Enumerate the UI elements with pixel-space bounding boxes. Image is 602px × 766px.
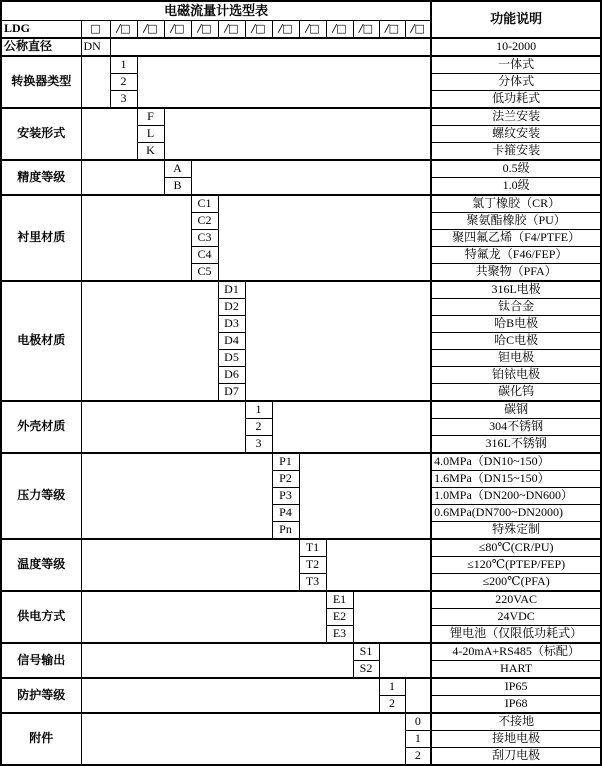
option-description: 4.0MPa（DN10~150） (431, 453, 601, 471)
spacer-cell (81, 56, 110, 108)
spacer-cell (218, 195, 431, 281)
model-slot: /□ (218, 20, 245, 38)
option-code: D7 (218, 384, 245, 402)
option-code: T3 (299, 574, 326, 592)
option-description: 4-20mA+RS485（标配） (431, 643, 601, 661)
option-code: 0 (405, 713, 431, 731)
option-code: L (137, 126, 164, 143)
option-description: 一体式 (431, 56, 601, 74)
option-description: 分体式 (431, 74, 601, 91)
option-code: D4 (218, 333, 245, 350)
option-code: 2 (379, 696, 405, 714)
option-code: DN (81, 38, 110, 56)
option-description: 220VAC (431, 591, 601, 609)
spacer-cell (81, 195, 191, 281)
model-slot-box: □ (81, 20, 110, 38)
section-label-pressure: 压力等级 (1, 453, 81, 539)
section-label-diameter: 公称直径 (1, 38, 81, 56)
spacer-cell (81, 678, 379, 713)
option-code: 3 (110, 91, 137, 109)
option-code: T1 (299, 539, 326, 557)
spacer-cell (110, 38, 431, 56)
spacer-cell (191, 160, 431, 195)
section-label-electrode: 电极材质 (1, 281, 81, 401)
option-description: 接地电极 (431, 731, 601, 748)
model-slot: /□ (164, 20, 191, 38)
option-description: 锂电池（仅限低功耗式） (431, 626, 601, 644)
section-label-lining: 衬里材质 (1, 195, 81, 281)
option-description: 聚四氟乙烯（F4/PTFE） (431, 230, 601, 247)
spacer-cell (81, 643, 353, 678)
table-title: 电磁流量计选型表 (1, 1, 431, 20)
section-label-installation: 安装形式 (1, 108, 81, 160)
spacer-cell (81, 160, 164, 195)
option-code: E1 (326, 591, 353, 609)
option-description: 法兰安装 (431, 108, 601, 126)
option-code: 3 (245, 436, 272, 454)
option-description: 0.5级 (431, 160, 601, 178)
option-description: 1.6MPa（DN15~150） (431, 471, 601, 488)
section-label-power: 供电方式 (1, 591, 81, 643)
spacer-cell (353, 591, 431, 643)
option-code: F (137, 108, 164, 126)
option-description: IP68 (431, 696, 601, 714)
section-label-temperature: 温度等级 (1, 539, 81, 591)
option-description: 0.6MPa(DN700~DN2000) (431, 505, 601, 522)
option-code: 2 (405, 748, 431, 766)
spacer-cell (299, 453, 431, 539)
option-description: 特氟龙（F46/FEP） (431, 247, 601, 264)
option-code: 1 (405, 731, 431, 748)
option-description: 钛合金 (431, 299, 601, 316)
section-label-signal: 信号输出 (1, 643, 81, 678)
spacer-cell (272, 401, 431, 453)
option-description: 1.0MPa（DN200~DN600） (431, 488, 601, 505)
spacer-cell (81, 108, 137, 160)
spacer-cell (137, 56, 431, 108)
option-code: P2 (272, 471, 299, 488)
spacer-cell (81, 281, 218, 401)
option-description: 卡箍安装 (431, 143, 601, 161)
spacer-cell (245, 281, 431, 401)
spacer-cell (81, 713, 405, 765)
model-slot: /□ (191, 20, 218, 38)
spacer-cell (326, 539, 431, 591)
option-code: K (137, 143, 164, 161)
section-label-housing: 外壳材质 (1, 401, 81, 453)
spacer-cell (81, 539, 299, 591)
model-slot: /□ (110, 20, 137, 38)
option-code: D1 (218, 281, 245, 299)
model-prefix: LDG (1, 20, 81, 38)
option-code: E3 (326, 626, 353, 644)
option-code: D6 (218, 367, 245, 384)
option-code: D3 (218, 316, 245, 333)
option-description: 1.0级 (431, 178, 601, 196)
option-description: 共聚物（PFA） (431, 264, 601, 282)
spacer-cell (164, 108, 431, 160)
option-code: B (164, 178, 191, 196)
option-description: ≤120℃(PTEP/FEP) (431, 557, 601, 574)
option-code: C4 (191, 247, 218, 264)
option-code: P1 (272, 453, 299, 471)
section-label-accuracy: 精度等级 (1, 160, 81, 195)
model-slot: /□ (379, 20, 405, 38)
model-slot: /□ (405, 20, 431, 38)
function-column-header: 功能说明 (431, 1, 601, 38)
option-code: Pn (272, 522, 299, 540)
option-description: 24VDC (431, 609, 601, 626)
option-code: C5 (191, 264, 218, 282)
option-code: C3 (191, 230, 218, 247)
model-slot: /□ (353, 20, 379, 38)
spacer-cell (379, 643, 431, 678)
model-slot: /□ (326, 20, 353, 38)
spacer-cell (81, 401, 245, 453)
option-code: T2 (299, 557, 326, 574)
option-code: S1 (353, 643, 379, 661)
option-description: 特殊定制 (431, 522, 601, 540)
option-description: 10-2000 (431, 38, 601, 56)
option-description: 聚氨酯橡胶（PU） (431, 213, 601, 230)
model-slot: /□ (137, 20, 164, 38)
option-code: C2 (191, 213, 218, 230)
option-code: 2 (110, 74, 137, 91)
option-description: 304不锈钢 (431, 419, 601, 436)
option-description: 铂铱电极 (431, 367, 601, 384)
option-description: ≤200℃(PFA) (431, 574, 601, 592)
option-code: P3 (272, 488, 299, 505)
option-description: 哈B电极 (431, 316, 601, 333)
option-code: A (164, 160, 191, 178)
model-slot: /□ (299, 20, 326, 38)
option-code: C1 (191, 195, 218, 213)
spacer-cell (81, 591, 326, 643)
option-description: 碳钢 (431, 401, 601, 419)
option-description: 钽电极 (431, 350, 601, 367)
option-description: ≤80℃(CR/PU) (431, 539, 601, 557)
option-description: 316L不锈钢 (431, 436, 601, 454)
option-code: S2 (353, 661, 379, 679)
option-description: 碳化钨 (431, 384, 601, 402)
model-slot: /□ (272, 20, 299, 38)
option-description: 氯丁橡胶（CR） (431, 195, 601, 213)
spacer-cell (405, 678, 431, 713)
option-code: 2 (245, 419, 272, 436)
option-description: 低功耗式 (431, 91, 601, 109)
option-description: 不接地 (431, 713, 601, 731)
option-code: D5 (218, 350, 245, 367)
option-code: 1 (110, 56, 137, 74)
option-description: 316L电极 (431, 281, 601, 299)
option-code: 1 (245, 401, 272, 419)
option-description: HART (431, 661, 601, 679)
section-label-accessory: 附件 (1, 713, 81, 765)
model-slot: /□ (245, 20, 272, 38)
spacer-cell (81, 453, 272, 539)
option-code: D2 (218, 299, 245, 316)
option-code: E2 (326, 609, 353, 626)
option-description: IP65 (431, 678, 601, 696)
option-description: 哈C电极 (431, 333, 601, 350)
section-label-converter-type: 转换器类型 (1, 56, 81, 108)
option-code: 1 (379, 678, 405, 696)
option-description: 螺纹安装 (431, 126, 601, 143)
option-description: 刮刀电极 (431, 748, 601, 766)
section-label-protection: 防护等级 (1, 678, 81, 713)
option-code: P4 (272, 505, 299, 522)
